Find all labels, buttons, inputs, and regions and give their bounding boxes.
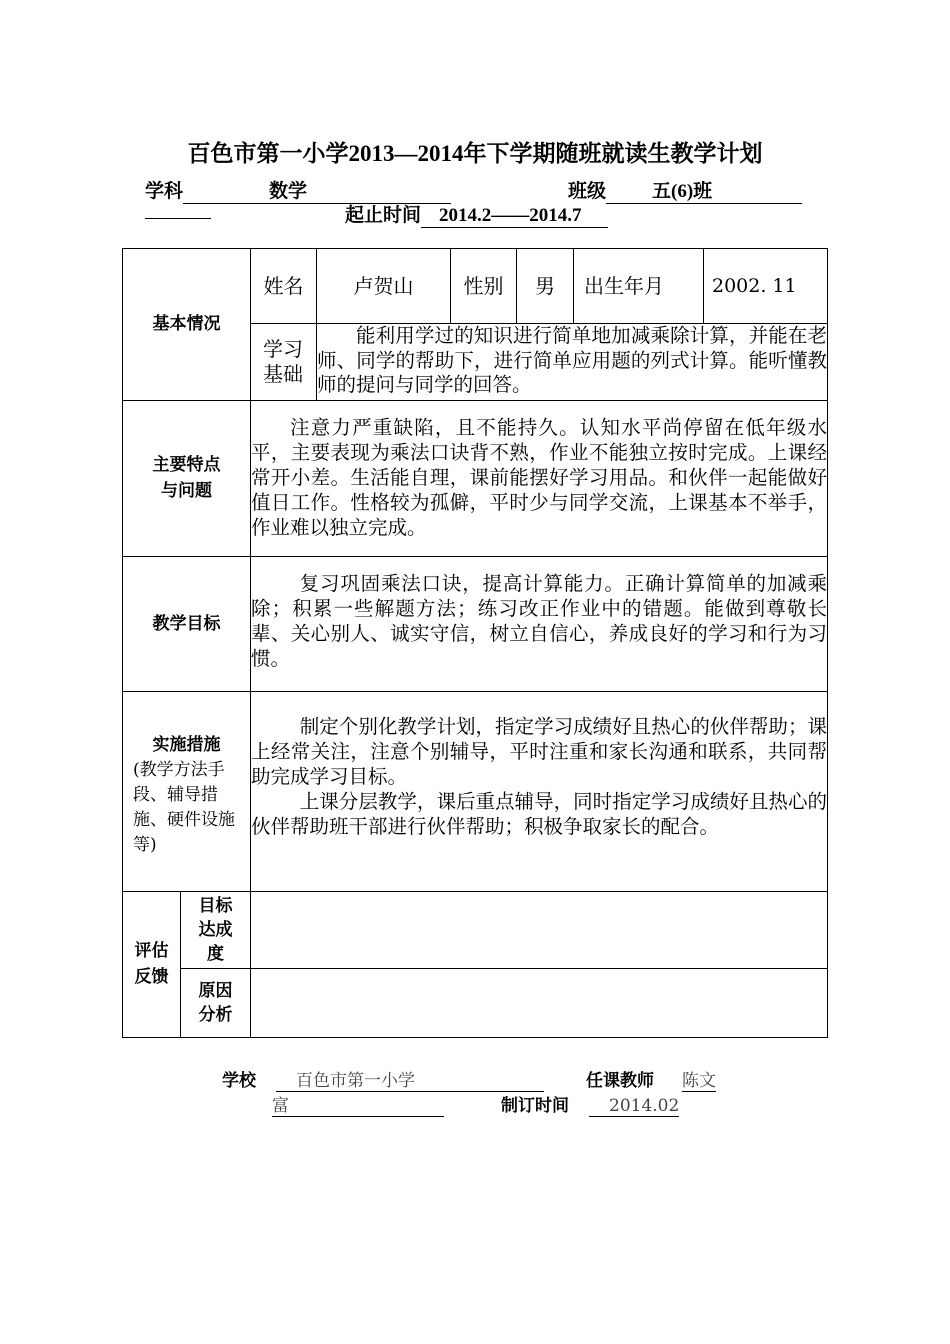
goals-cell bbox=[251, 556, 828, 691]
foundation-cell bbox=[317, 324, 828, 401]
evaluation-row-1 bbox=[123, 891, 828, 968]
name-label: 姓名 bbox=[251, 249, 317, 324]
class-value: 五(6)班 bbox=[606, 176, 802, 204]
measures-label-cell bbox=[123, 691, 251, 891]
birth-label: 出生年月 bbox=[574, 249, 704, 324]
measures-label: 实施措施 bbox=[152, 734, 221, 754]
teacher-field bbox=[586, 1066, 716, 1092]
plan-table bbox=[122, 248, 828, 1038]
school-field bbox=[222, 1066, 544, 1092]
date-label: 制订时间 bbox=[501, 1096, 569, 1115]
evaluation-row-2 bbox=[123, 968, 828, 1037]
date-value: 2014.02 bbox=[589, 1096, 679, 1117]
features-cell bbox=[251, 400, 828, 556]
teacher-value-line-1: 陈文 bbox=[682, 1066, 716, 1092]
subject-value: 数学 bbox=[183, 176, 451, 204]
achievement-value bbox=[251, 891, 828, 968]
class-label: 班级 bbox=[568, 181, 607, 202]
basic-section-label: 基本情况 bbox=[123, 249, 251, 401]
teacher-value-line-2: 富 bbox=[272, 1091, 444, 1117]
measures-para-1: 制定个别化教学计划，指定学习成绩好且热心的伙伴帮助；课上经常关注，注意个别辅导，平时注重和家长沟通和联系，共同帮助完成学习目标。 bbox=[251, 714, 827, 788]
period-label: 起止时间 bbox=[345, 205, 422, 226]
period-value: 2014.2——2014.7 bbox=[421, 205, 608, 228]
features-row bbox=[123, 400, 828, 556]
measures-cell bbox=[251, 691, 828, 891]
subject-label: 学科 bbox=[145, 181, 184, 202]
basic-row-1 bbox=[123, 249, 828, 324]
teacher-value-continuation bbox=[272, 1091, 444, 1117]
goals-text: 复习巩固乘法口诀，提高计算能力。正确计算简单的加减乘除；积累一些解题方法；练习改正作业中的错题。能做到尊敬长辈、关心别人、诚实守信，树立自信心，养成良好的学习和行为习惯。 bbox=[251, 571, 827, 670]
foundation-label: 学习基础 bbox=[251, 324, 317, 401]
reason-value bbox=[251, 968, 828, 1037]
teacher-label: 任课教师 bbox=[586, 1071, 654, 1090]
date-field bbox=[501, 1091, 679, 1117]
goals-label: 教学目标 bbox=[123, 556, 251, 691]
header-continuation-line bbox=[145, 218, 211, 219]
measures-row bbox=[123, 691, 828, 891]
foundation-text: 能利用学过的知识进行简单地加减乘除计算，并能在老师、同学的帮助下，进行简单应用题的列式计算。能听懂教师的提问与同学的回答。 bbox=[317, 324, 827, 396]
gender-value: 男 bbox=[517, 249, 574, 324]
period-field bbox=[345, 200, 608, 228]
evaluation-label: 评估反馈 bbox=[123, 891, 181, 1037]
reason-label: 原因分析 bbox=[181, 968, 251, 1037]
features-label: 主要特点与问题 bbox=[123, 400, 251, 556]
measures-para-2: 上课分层教学，课后重点辅导，同时指定学习成绩好且热心的伙伴帮助班干部进行伙伴帮助；积极争取家长的配合。 bbox=[251, 789, 827, 838]
name-value: 卢贺山 bbox=[317, 249, 451, 324]
gender-label: 性别 bbox=[451, 249, 517, 324]
goals-row bbox=[123, 556, 828, 691]
birth-value: 2002. 11 bbox=[704, 249, 828, 324]
school-value: 百色市第一小学 bbox=[276, 1066, 544, 1092]
page-title: 百色市第一小学2013—2014年下学期随班就读生教学计划 bbox=[187, 141, 763, 166]
achievement-label: 目标达成度 bbox=[181, 891, 251, 968]
measures-sublabel: (教学方法手段、辅导措施、硬件设施等) bbox=[133, 759, 235, 855]
features-text: 注意力严重缺陷，且不能持久。认知水平尚停留在低年级水平，主要表现为乘法口诀背不熟，作业不能独立按时完成。上课经常开小差。生活能自理，课前能摆好学习用品。和伙伴一起能做好值日工作。性格较为孤僻，平时少与同学交流，上课基本不举手，作业难以独立完成。 bbox=[251, 415, 827, 539]
school-label: 学校 bbox=[222, 1071, 256, 1090]
